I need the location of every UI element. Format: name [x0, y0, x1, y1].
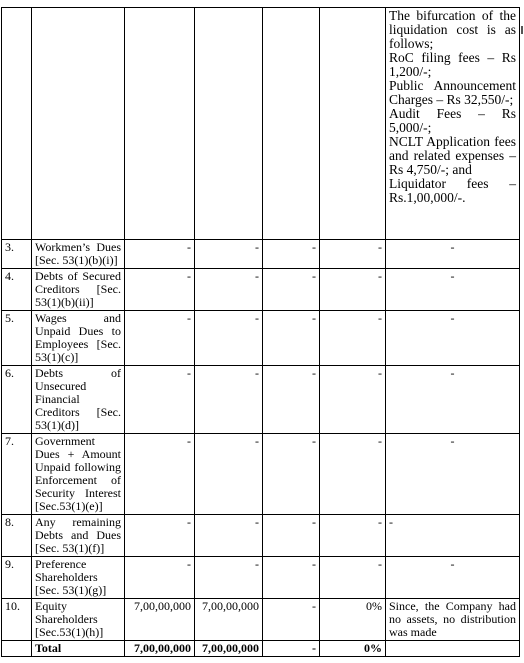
table-row [2, 311, 520, 366]
distribution-table [1, 7, 520, 657]
particulars-cell: Preference Shareholders [Sec. 53(1)(g)] [32, 557, 125, 599]
percent-cell: 0% [320, 599, 386, 641]
amount-cell: 7,00,00,000 [125, 599, 195, 641]
table-row [2, 240, 520, 269]
amount-cell: - [263, 599, 320, 641]
remarks-cell: - [386, 311, 520, 366]
table-row [2, 269, 520, 311]
remarks-cell [386, 641, 520, 657]
total-amount: 7,00,00,000 [195, 641, 263, 657]
amount-cell [125, 8, 195, 240]
table-row [2, 557, 520, 599]
table-row [2, 434, 520, 515]
remarks-cell: - [386, 366, 520, 434]
particulars-cell: Debts of Secured Creditors [Sec. 53(1)(b)(ii)] [32, 269, 125, 311]
edge-scan-mark [521, 26, 523, 34]
sno-cell [2, 641, 32, 657]
amount-cell [195, 8, 263, 240]
liquidation-cost-row [2, 8, 520, 240]
sno-cell: 5. [2, 311, 32, 366]
particulars-cell: Debts of Unsecured Financial Creditors [Sec. 53(1)(d)] [32, 366, 125, 434]
sno-cell: 3. [2, 240, 32, 269]
amount-cell: - [125, 515, 195, 557]
amount-cell: - [263, 269, 320, 311]
table-row [2, 515, 520, 557]
amount-cell: - [195, 557, 263, 599]
remarks-cell: - [386, 269, 520, 311]
percent-cell: - [320, 311, 386, 366]
amount-cell [263, 8, 320, 240]
remarks-cell [386, 8, 520, 240]
sno-cell: 10. [2, 599, 32, 641]
amount-cell: - [125, 311, 195, 366]
amount-cell: - [263, 366, 320, 434]
total-label: Total [32, 641, 125, 657]
amount-cell: - [195, 515, 263, 557]
particulars-cell: Workmen’s Dues [Sec. 53(1)(b)(i)] [32, 240, 125, 269]
remarks-cell: - [386, 240, 520, 269]
amount-cell: - [195, 366, 263, 434]
amount-cell: - [125, 557, 195, 599]
remarks-cell: - [386, 557, 520, 599]
percent-cell: - [320, 269, 386, 311]
remarks-cell: Since, the Company had no assets, no distribution was made [386, 599, 520, 641]
total-amount: 7,00,00,000 [125, 641, 195, 657]
particulars-cell: Wages and Unpaid Dues to Employees [Sec. 53(1)(c)] [32, 311, 125, 366]
sno-cell: 9. [2, 557, 32, 599]
remarks-cell: - [386, 434, 520, 515]
percent-cell: - [320, 557, 386, 599]
amount-cell: - [125, 240, 195, 269]
sno-cell: 8. [2, 515, 32, 557]
amount-cell: - [263, 240, 320, 269]
amount-cell: - [195, 269, 263, 311]
amount-cell: - [195, 434, 263, 515]
particulars-cell: Equity Shareholders [Sec.53(1)(h)] [32, 599, 125, 641]
sno-cell [2, 8, 32, 240]
amount-cell: - [125, 366, 195, 434]
amount-cell: - [263, 311, 320, 366]
particulars-cell [32, 8, 125, 240]
amount-cell: 7,00,00,000 [195, 599, 263, 641]
amount-cell: - [125, 434, 195, 515]
table-row [2, 366, 520, 434]
percent-cell [320, 8, 386, 240]
total-percent: 0% [320, 641, 386, 657]
total-row [2, 641, 520, 657]
sno-cell: 7. [2, 434, 32, 515]
amount-cell: - [195, 240, 263, 269]
total-amount: - [263, 641, 320, 657]
remarks-cell: - [386, 515, 520, 557]
amount-cell: - [195, 311, 263, 366]
percent-cell: - [320, 434, 386, 515]
percent-cell: - [320, 366, 386, 434]
amount-cell: - [263, 515, 320, 557]
sno-cell: 4. [2, 269, 32, 311]
percent-cell: - [320, 240, 386, 269]
amount-cell: - [125, 269, 195, 311]
liquidation-cost-note: The bifurcation of the liquidation cost is as follows; RoC filing fees – Rs 1,200/-; Public Announcement Charges – Rs 32,550/-; Audit Fees – Rs 5,000/-; NCLT Application fees and related expenses – Rs 4,750/-; and Liquidator fees – Rs.1,00,000/-. [389, 8, 516, 205]
table-row [2, 599, 520, 641]
amount-cell: - [263, 434, 320, 515]
sno-cell: 6. [2, 366, 32, 434]
particulars-cell: Any remaining Debts and Dues [Sec. 53(1)(f)] [32, 515, 125, 557]
particulars-cell: Government Dues + Amount Unpaid following Enforcement of Security Interest [Sec.53(1)(e)] [32, 434, 125, 515]
percent-cell: - [320, 515, 386, 557]
amount-cell: - [263, 557, 320, 599]
